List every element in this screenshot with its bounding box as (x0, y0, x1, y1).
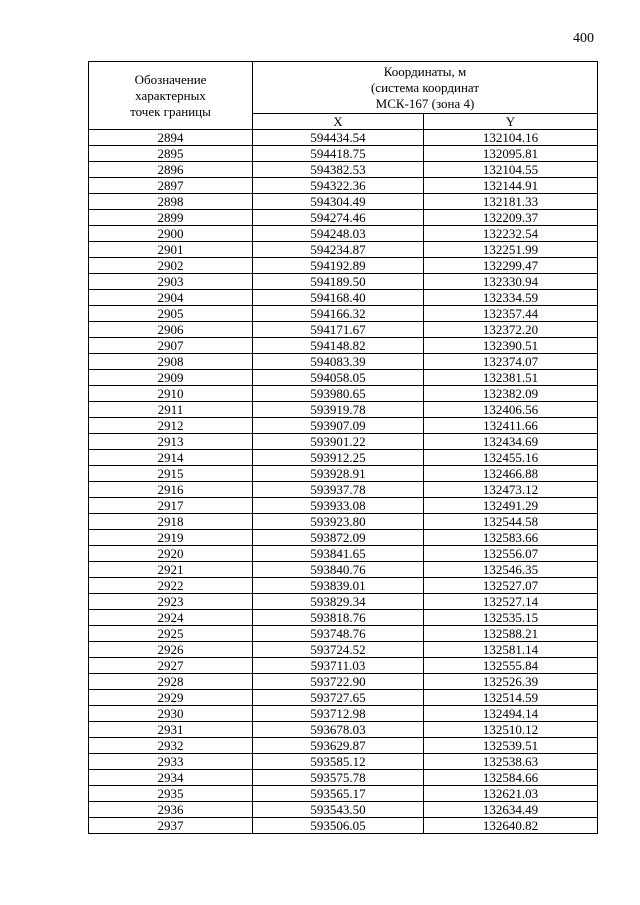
x-coordinate-cell: 593912.25 (253, 450, 424, 466)
table-row (89, 258, 598, 274)
y-coordinate-cell: 132535.15 (424, 610, 598, 626)
table-row (89, 482, 598, 498)
table-row (89, 130, 598, 146)
table-row (89, 386, 598, 402)
x-coordinate-cell: 594418.75 (253, 146, 424, 162)
point-number-cell: 2910 (89, 386, 253, 402)
table-row (89, 610, 598, 626)
table-row (89, 466, 598, 482)
point-number-cell: 2905 (89, 306, 253, 322)
table-row (89, 146, 598, 162)
table-row (89, 530, 598, 546)
x-coordinate-cell: 593575.78 (253, 770, 424, 786)
y-coordinate-cell: 132381.51 (424, 370, 598, 386)
table-row (89, 706, 598, 722)
point-number-cell: 2931 (89, 722, 253, 738)
point-number-cell: 2901 (89, 242, 253, 258)
coordinates-header-line: МСК-167 (зона 4) (375, 95, 475, 111)
y-coordinate-cell: 132411.66 (424, 418, 598, 434)
coordinates-header-line: (система координат (370, 79, 480, 95)
y-coordinate-cell: 132526.39 (424, 674, 598, 690)
y-coordinate-cell: 132406.56 (424, 402, 598, 418)
point-number-cell: 2926 (89, 642, 253, 658)
y-coordinate-cell: 132588.21 (424, 626, 598, 642)
y-coordinate-cell: 132510.12 (424, 722, 598, 738)
y-coordinate-cell: 132514.59 (424, 690, 598, 706)
x-coordinate-cell: 593872.09 (253, 530, 424, 546)
x-coordinate-cell: 593907.09 (253, 418, 424, 434)
point-number-cell: 2928 (89, 674, 253, 690)
table-row (89, 562, 598, 578)
x-coordinate-cell: 593748.76 (253, 626, 424, 642)
y-coordinate-cell: 132555.84 (424, 658, 598, 674)
y-coordinate-cell: 132634.49 (424, 802, 598, 818)
point-number-cell: 2914 (89, 450, 253, 466)
x-coordinate-cell: 593829.34 (253, 594, 424, 610)
point-number-cell: 2916 (89, 482, 253, 498)
x-coordinate-cell: 593933.08 (253, 498, 424, 514)
x-coordinate-cell: 594083.39 (253, 354, 424, 370)
y-column-header: Y (424, 114, 598, 130)
point-number-cell: 2911 (89, 402, 253, 418)
table-row (89, 274, 598, 290)
point-number-cell: 2923 (89, 594, 253, 610)
table-row (89, 434, 598, 450)
y-coordinate-cell: 132466.88 (424, 466, 598, 482)
x-coordinate-cell: 594166.32 (253, 306, 424, 322)
x-coordinate-cell: 594058.05 (253, 370, 424, 386)
y-coordinate-cell: 132251.99 (424, 242, 598, 258)
point-number-cell: 2908 (89, 354, 253, 370)
point-number-cell: 2934 (89, 770, 253, 786)
y-coordinate-cell: 132491.29 (424, 498, 598, 514)
x-coordinate-cell: 594304.49 (253, 194, 424, 210)
y-coordinate-cell: 132372.20 (424, 322, 598, 338)
y-coordinate-cell: 132382.09 (424, 386, 598, 402)
table-row (89, 546, 598, 562)
y-coordinate-cell: 132095.81 (424, 146, 598, 162)
x-coordinate-cell: 594192.89 (253, 258, 424, 274)
point-number-cell: 2932 (89, 738, 253, 754)
x-coordinate-cell: 593543.50 (253, 802, 424, 818)
x-coordinate-cell: 594171.67 (253, 322, 424, 338)
point-number-cell: 2894 (89, 130, 253, 146)
table-row (89, 162, 598, 178)
x-coordinate-cell: 593923.80 (253, 514, 424, 530)
point-number-cell: 2907 (89, 338, 253, 354)
x-coordinate-cell: 593727.65 (253, 690, 424, 706)
y-coordinate-cell: 132374.07 (424, 354, 598, 370)
table-row (89, 658, 598, 674)
y-coordinate-cell: 132334.59 (424, 290, 598, 306)
point-number-cell: 2903 (89, 274, 253, 290)
point-number-cell: 2925 (89, 626, 253, 642)
table-body (89, 130, 598, 834)
y-coordinate-cell: 132546.35 (424, 562, 598, 578)
table-row (89, 626, 598, 642)
x-coordinate-cell: 594234.87 (253, 242, 424, 258)
y-coordinate-cell: 132104.55 (424, 162, 598, 178)
y-coordinate-cell: 132232.54 (424, 226, 598, 242)
y-coordinate-cell: 132104.16 (424, 130, 598, 146)
x-coordinate-cell: 594434.54 (253, 130, 424, 146)
table-row (89, 786, 598, 802)
y-coordinate-cell: 132621.03 (424, 786, 598, 802)
x-coordinate-cell: 593980.65 (253, 386, 424, 402)
y-coordinate-cell: 132209.37 (424, 210, 598, 226)
point-number-cell: 2904 (89, 290, 253, 306)
table-row (89, 738, 598, 754)
y-coordinate-cell: 132583.66 (424, 530, 598, 546)
x-coordinate-cell: 593724.52 (253, 642, 424, 658)
point-number-cell: 2915 (89, 466, 253, 482)
table-row (89, 642, 598, 658)
point-number-cell: 2917 (89, 498, 253, 514)
x-coordinate-cell: 593629.87 (253, 738, 424, 754)
table-row (89, 402, 598, 418)
table-row (89, 370, 598, 386)
point-number-cell: 2929 (89, 690, 253, 706)
designation-header (89, 62, 253, 130)
table-row (89, 674, 598, 690)
coordinates-header (253, 62, 598, 114)
point-number-cell: 2920 (89, 546, 253, 562)
point-number-cell: 2909 (89, 370, 253, 386)
table-row (89, 498, 598, 514)
y-coordinate-cell: 132299.47 (424, 258, 598, 274)
point-number-cell: 2897 (89, 178, 253, 194)
table-row (89, 210, 598, 226)
point-number-cell: 2930 (89, 706, 253, 722)
x-coordinate-cell: 594248.03 (253, 226, 424, 242)
y-coordinate-cell: 132455.16 (424, 450, 598, 466)
x-coordinate-cell: 594322.36 (253, 178, 424, 194)
point-number-cell: 2936 (89, 802, 253, 818)
coordinates-header-line: Координаты, м (383, 63, 467, 79)
y-coordinate-cell: 132144.91 (424, 178, 598, 194)
point-number-cell: 2935 (89, 786, 253, 802)
x-coordinate-cell: 594189.50 (253, 274, 424, 290)
y-coordinate-cell: 132640.82 (424, 818, 598, 834)
x-coordinate-cell: 594168.40 (253, 290, 424, 306)
x-coordinate-cell: 593937.78 (253, 482, 424, 498)
table-row (89, 450, 598, 466)
y-coordinate-cell: 132330.94 (424, 274, 598, 290)
y-coordinate-cell: 132527.07 (424, 578, 598, 594)
point-number-cell: 2918 (89, 514, 253, 530)
point-number-cell: 2896 (89, 162, 253, 178)
table-row (89, 578, 598, 594)
x-coordinate-cell: 593712.98 (253, 706, 424, 722)
point-number-cell: 2895 (89, 146, 253, 162)
table-row (89, 178, 598, 194)
coordinates-table (88, 61, 598, 834)
x-coordinate-cell: 593841.65 (253, 546, 424, 562)
table-row (89, 802, 598, 818)
y-coordinate-cell: 132357.44 (424, 306, 598, 322)
table-row (89, 306, 598, 322)
x-coordinate-cell: 593818.76 (253, 610, 424, 626)
point-number-cell: 2913 (89, 434, 253, 450)
table-row (89, 770, 598, 786)
table-row (89, 722, 598, 738)
table-row (89, 194, 598, 210)
point-number-cell: 2927 (89, 658, 253, 674)
table-row (89, 690, 598, 706)
y-coordinate-cell: 132538.63 (424, 754, 598, 770)
point-number-cell: 2899 (89, 210, 253, 226)
table-row (89, 290, 598, 306)
table-row (89, 354, 598, 370)
point-number-cell: 2898 (89, 194, 253, 210)
y-coordinate-cell: 132544.58 (424, 514, 598, 530)
x-coordinate-cell: 593839.01 (253, 578, 424, 594)
y-coordinate-cell: 132584.66 (424, 770, 598, 786)
y-coordinate-cell: 132181.33 (424, 194, 598, 210)
x-coordinate-cell: 593585.12 (253, 754, 424, 770)
designation-header-line: характерных (135, 87, 206, 103)
table-row (89, 594, 598, 610)
x-coordinate-cell: 594274.46 (253, 210, 424, 226)
point-number-cell: 2900 (89, 226, 253, 242)
point-number-cell: 2937 (89, 818, 253, 834)
y-coordinate-cell: 132434.69 (424, 434, 598, 450)
point-number-cell: 2906 (89, 322, 253, 338)
x-coordinate-cell: 593722.90 (253, 674, 424, 690)
x-coordinate-cell: 594148.82 (253, 338, 424, 354)
table-row (89, 418, 598, 434)
y-coordinate-cell: 132581.14 (424, 642, 598, 658)
x-coordinate-cell: 593506.05 (253, 818, 424, 834)
table-row (89, 818, 598, 834)
page-number: 400 (573, 31, 594, 46)
x-coordinate-cell: 593678.03 (253, 722, 424, 738)
table-row (89, 242, 598, 258)
y-coordinate-cell: 132473.12 (424, 482, 598, 498)
point-number-cell: 2912 (89, 418, 253, 434)
y-coordinate-cell: 132539.51 (424, 738, 598, 754)
point-number-cell: 2933 (89, 754, 253, 770)
y-coordinate-cell: 132527.14 (424, 594, 598, 610)
y-coordinate-cell: 132390.51 (424, 338, 598, 354)
x-coordinate-cell: 593901.22 (253, 434, 424, 450)
x-coordinate-cell: 593840.76 (253, 562, 424, 578)
table-header (89, 62, 598, 130)
x-coordinate-cell: 593565.17 (253, 786, 424, 802)
table-row (89, 754, 598, 770)
x-coordinate-cell: 594382.53 (253, 162, 424, 178)
x-column-header: X (253, 114, 424, 130)
table-row (89, 322, 598, 338)
designation-header-line: точек границы (130, 103, 211, 119)
point-number-cell: 2919 (89, 530, 253, 546)
point-number-cell: 2924 (89, 610, 253, 626)
point-number-cell: 2902 (89, 258, 253, 274)
table-row (89, 514, 598, 530)
x-coordinate-cell: 593928.91 (253, 466, 424, 482)
x-coordinate-cell: 593919.78 (253, 402, 424, 418)
x-coordinate-cell: 593711.03 (253, 658, 424, 674)
point-number-cell: 2921 (89, 562, 253, 578)
table-row (89, 338, 598, 354)
table-row (89, 226, 598, 242)
y-coordinate-cell: 132494.14 (424, 706, 598, 722)
point-number-cell: 2922 (89, 578, 253, 594)
designation-header-line: Обозначение (134, 71, 207, 87)
y-coordinate-cell: 132556.07 (424, 546, 598, 562)
